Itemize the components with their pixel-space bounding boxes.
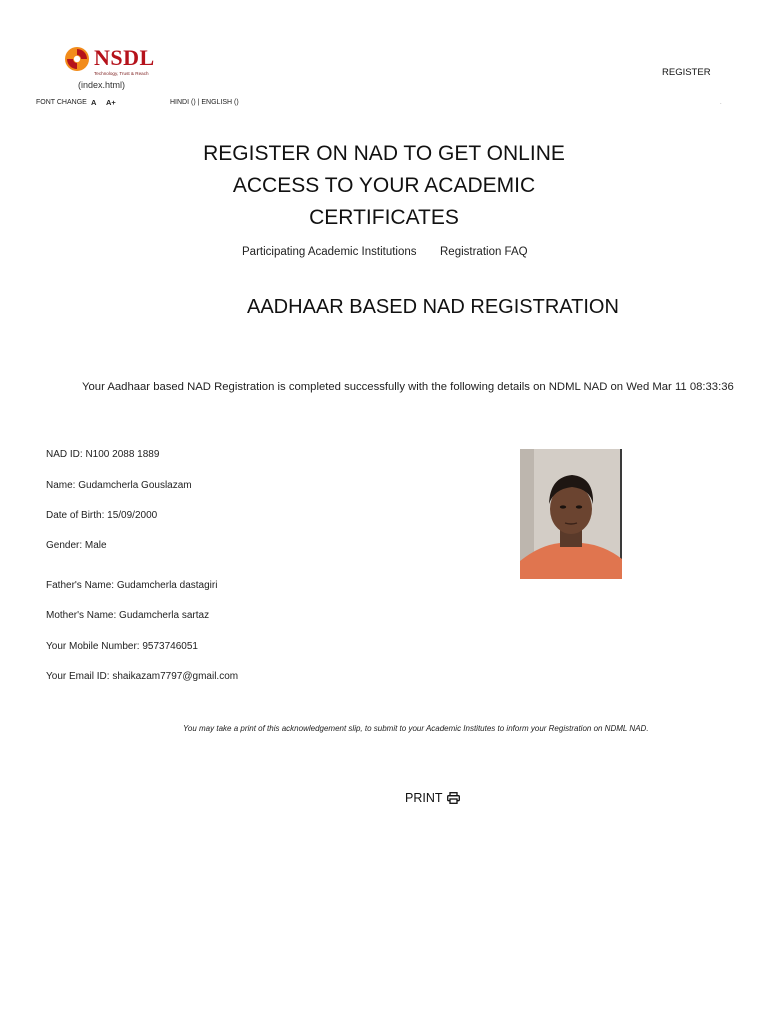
printer-icon (447, 792, 460, 804)
header-marker: . (720, 100, 722, 106)
mobile-number: Your Mobile Number: 9573746051 (46, 641, 198, 652)
date-of-birth: Date of Birth: 15/09/2000 (46, 510, 158, 521)
institutions-link[interactable]: Participating Academic Institutions (242, 246, 417, 258)
register-link[interactable]: REGISTER (662, 67, 711, 78)
acknowledgement-note: You may take a print of this acknowledgement slip, to submit to your Academic Institutes to inform your Registration on NDML NAD. (183, 724, 649, 733)
page-title: REGISTER ON NAD TO GET ONLINE ACCESS TO YOUR ACADEMIC CERTIFICATES (203, 142, 565, 229)
applicant-name: Name: Gudamcherla Gouslazam (46, 480, 192, 491)
nsdl-logo[interactable] (64, 46, 156, 78)
email-id: Your Email ID: shaikazam7797@gmail.com (46, 671, 239, 682)
section-title: AADHAAR BASED NAD REGISTRATION (247, 296, 619, 318)
language-links[interactable]: HINDI () | ENGLISH () (170, 99, 239, 106)
font-increase-button[interactable]: A+ (106, 98, 116, 107)
logo-tagline: Technology, Trust & Reach (94, 71, 149, 76)
font-normal-button[interactable]: A (91, 98, 97, 107)
applicant-photo (520, 449, 622, 579)
home-link[interactable]: (index.html) (78, 80, 126, 90)
font-change-label: FONT CHANGE (36, 99, 87, 106)
print-label: PRINT (405, 791, 443, 805)
nad-id: NAD ID: N100 2088 1889 (46, 449, 160, 460)
mother-name: Mother's Name: Gudamcherla sartaz (46, 610, 210, 621)
success-message: Your Aadhaar based NAD Registration is completed successfully with the following details on NDML NAD on Wed Mar 11 08:33:36 (82, 381, 734, 393)
logo-wordmark: NSDL (94, 45, 155, 70)
nsdl-logo-icon (64, 46, 90, 72)
print-button[interactable] (405, 791, 460, 805)
faq-link[interactable]: Registration FAQ (440, 246, 528, 258)
gender: Gender: Male (46, 540, 107, 551)
father-name: Father's Name: Gudamcherla dastagiri (46, 580, 218, 591)
